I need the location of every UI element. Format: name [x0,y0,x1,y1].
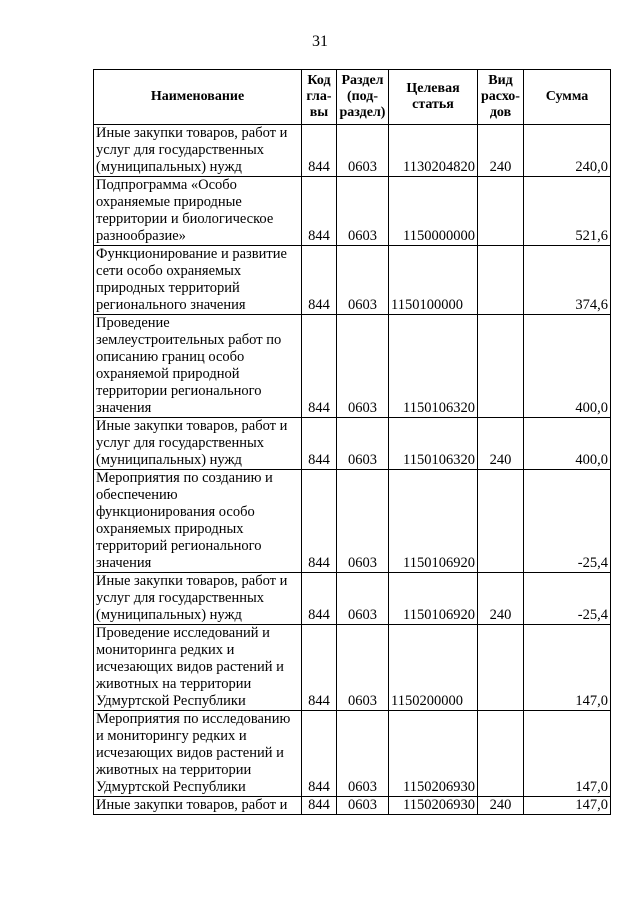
table-row [94,418,611,470]
row-code: 844 [302,470,337,573]
header-name: Наименование [94,70,302,125]
row-target: 1130204820 [389,125,478,177]
row-code: 844 [302,177,337,246]
header-section: Раздел (под- раздел) [337,70,389,125]
row-code: 844 [302,246,337,315]
row-vid: 240 [478,418,524,470]
row-vid [478,315,524,418]
row-section: 0603 [337,470,389,573]
table-row [94,125,611,177]
row-code: 844 [302,797,337,815]
row-target: 1150000000 [389,177,478,246]
table-row [94,470,611,573]
table-row [94,711,611,797]
page-number: 31 [312,33,328,50]
row-code: 844 [302,125,337,177]
budget-table [93,69,611,815]
row-sum: 374,6 [524,246,611,315]
row-sum: -25,4 [524,573,611,625]
header-vid: Вид расхо- дов [478,70,524,125]
row-section: 0603 [337,315,389,418]
row-section: 0603 [337,418,389,470]
row-sum: 147,0 [524,797,611,815]
row-sum: 400,0 [524,315,611,418]
table-row [94,246,611,315]
row-name: Мероприятия по исследованию и мониторингу редких и исчезающих видов растений и животных на территории Удмуртской Республики [94,711,302,797]
table-row [94,625,611,711]
row-name: Проведение землеустроительных работ по описанию границ особо охраняемой природной территории регионального значения [94,315,302,418]
row-name: Иные закупки товаров, работ и [94,797,302,815]
table-header-row [94,70,611,125]
row-target: 1150200000 [389,625,478,711]
table-row [94,797,611,815]
header-code: Код гла- вы [302,70,337,125]
row-section: 0603 [337,797,389,815]
row-name: Подпрограмма «Особо охраняемые природные территории и биологическое разнообразие» [94,177,302,246]
row-sum: 521,6 [524,177,611,246]
row-section: 0603 [337,246,389,315]
row-target: 1150106920 [389,573,478,625]
row-name: Иные закупки товаров, работ и услуг для государственных (муниципальных) нужд [94,573,302,625]
row-vid [478,246,524,315]
row-target: 1150106320 [389,418,478,470]
row-vid [478,711,524,797]
row-name: Иные закупки товаров, работ и услуг для государственных (муниципальных) нужд [94,418,302,470]
table-row [94,573,611,625]
row-code: 844 [302,418,337,470]
row-section: 0603 [337,177,389,246]
row-code: 844 [302,711,337,797]
row-target: 1150206930 [389,797,478,815]
table-row [94,315,611,418]
row-vid [478,177,524,246]
row-name: Мероприятия по созданию и обеспечению функционирования особо охраняемых природных территорий регионального значения [94,470,302,573]
header-target: Целевая статья [389,70,478,125]
row-code: 844 [302,573,337,625]
row-vid: 240 [478,797,524,815]
row-sum: -25,4 [524,470,611,573]
row-target: 1150106920 [389,470,478,573]
header-sum: Сумма [524,70,611,125]
row-name: Проведение исследований и мониторинга редких и исчезающих видов растений и животных на территории Удмуртской Республики [94,625,302,711]
row-vid [478,470,524,573]
row-sum: 400,0 [524,418,611,470]
row-vid: 240 [478,573,524,625]
row-vid: 240 [478,125,524,177]
row-section: 0603 [337,125,389,177]
row-sum: 147,0 [524,625,611,711]
row-name: Иные закупки товаров, работ и услуг для государственных (муниципальных) нужд [94,125,302,177]
row-code: 844 [302,625,337,711]
row-sum: 240,0 [524,125,611,177]
row-code: 844 [302,315,337,418]
row-vid [478,625,524,711]
row-target: 1150100000 [389,246,478,315]
row-target: 1150206930 [389,711,478,797]
row-section: 0603 [337,711,389,797]
row-section: 0603 [337,625,389,711]
row-section: 0603 [337,573,389,625]
row-sum: 147,0 [524,711,611,797]
table-row [94,177,611,246]
row-target: 1150106320 [389,315,478,418]
row-name: Функционирование и развитие сети особо охраняемых природных территорий регионального значения [94,246,302,315]
